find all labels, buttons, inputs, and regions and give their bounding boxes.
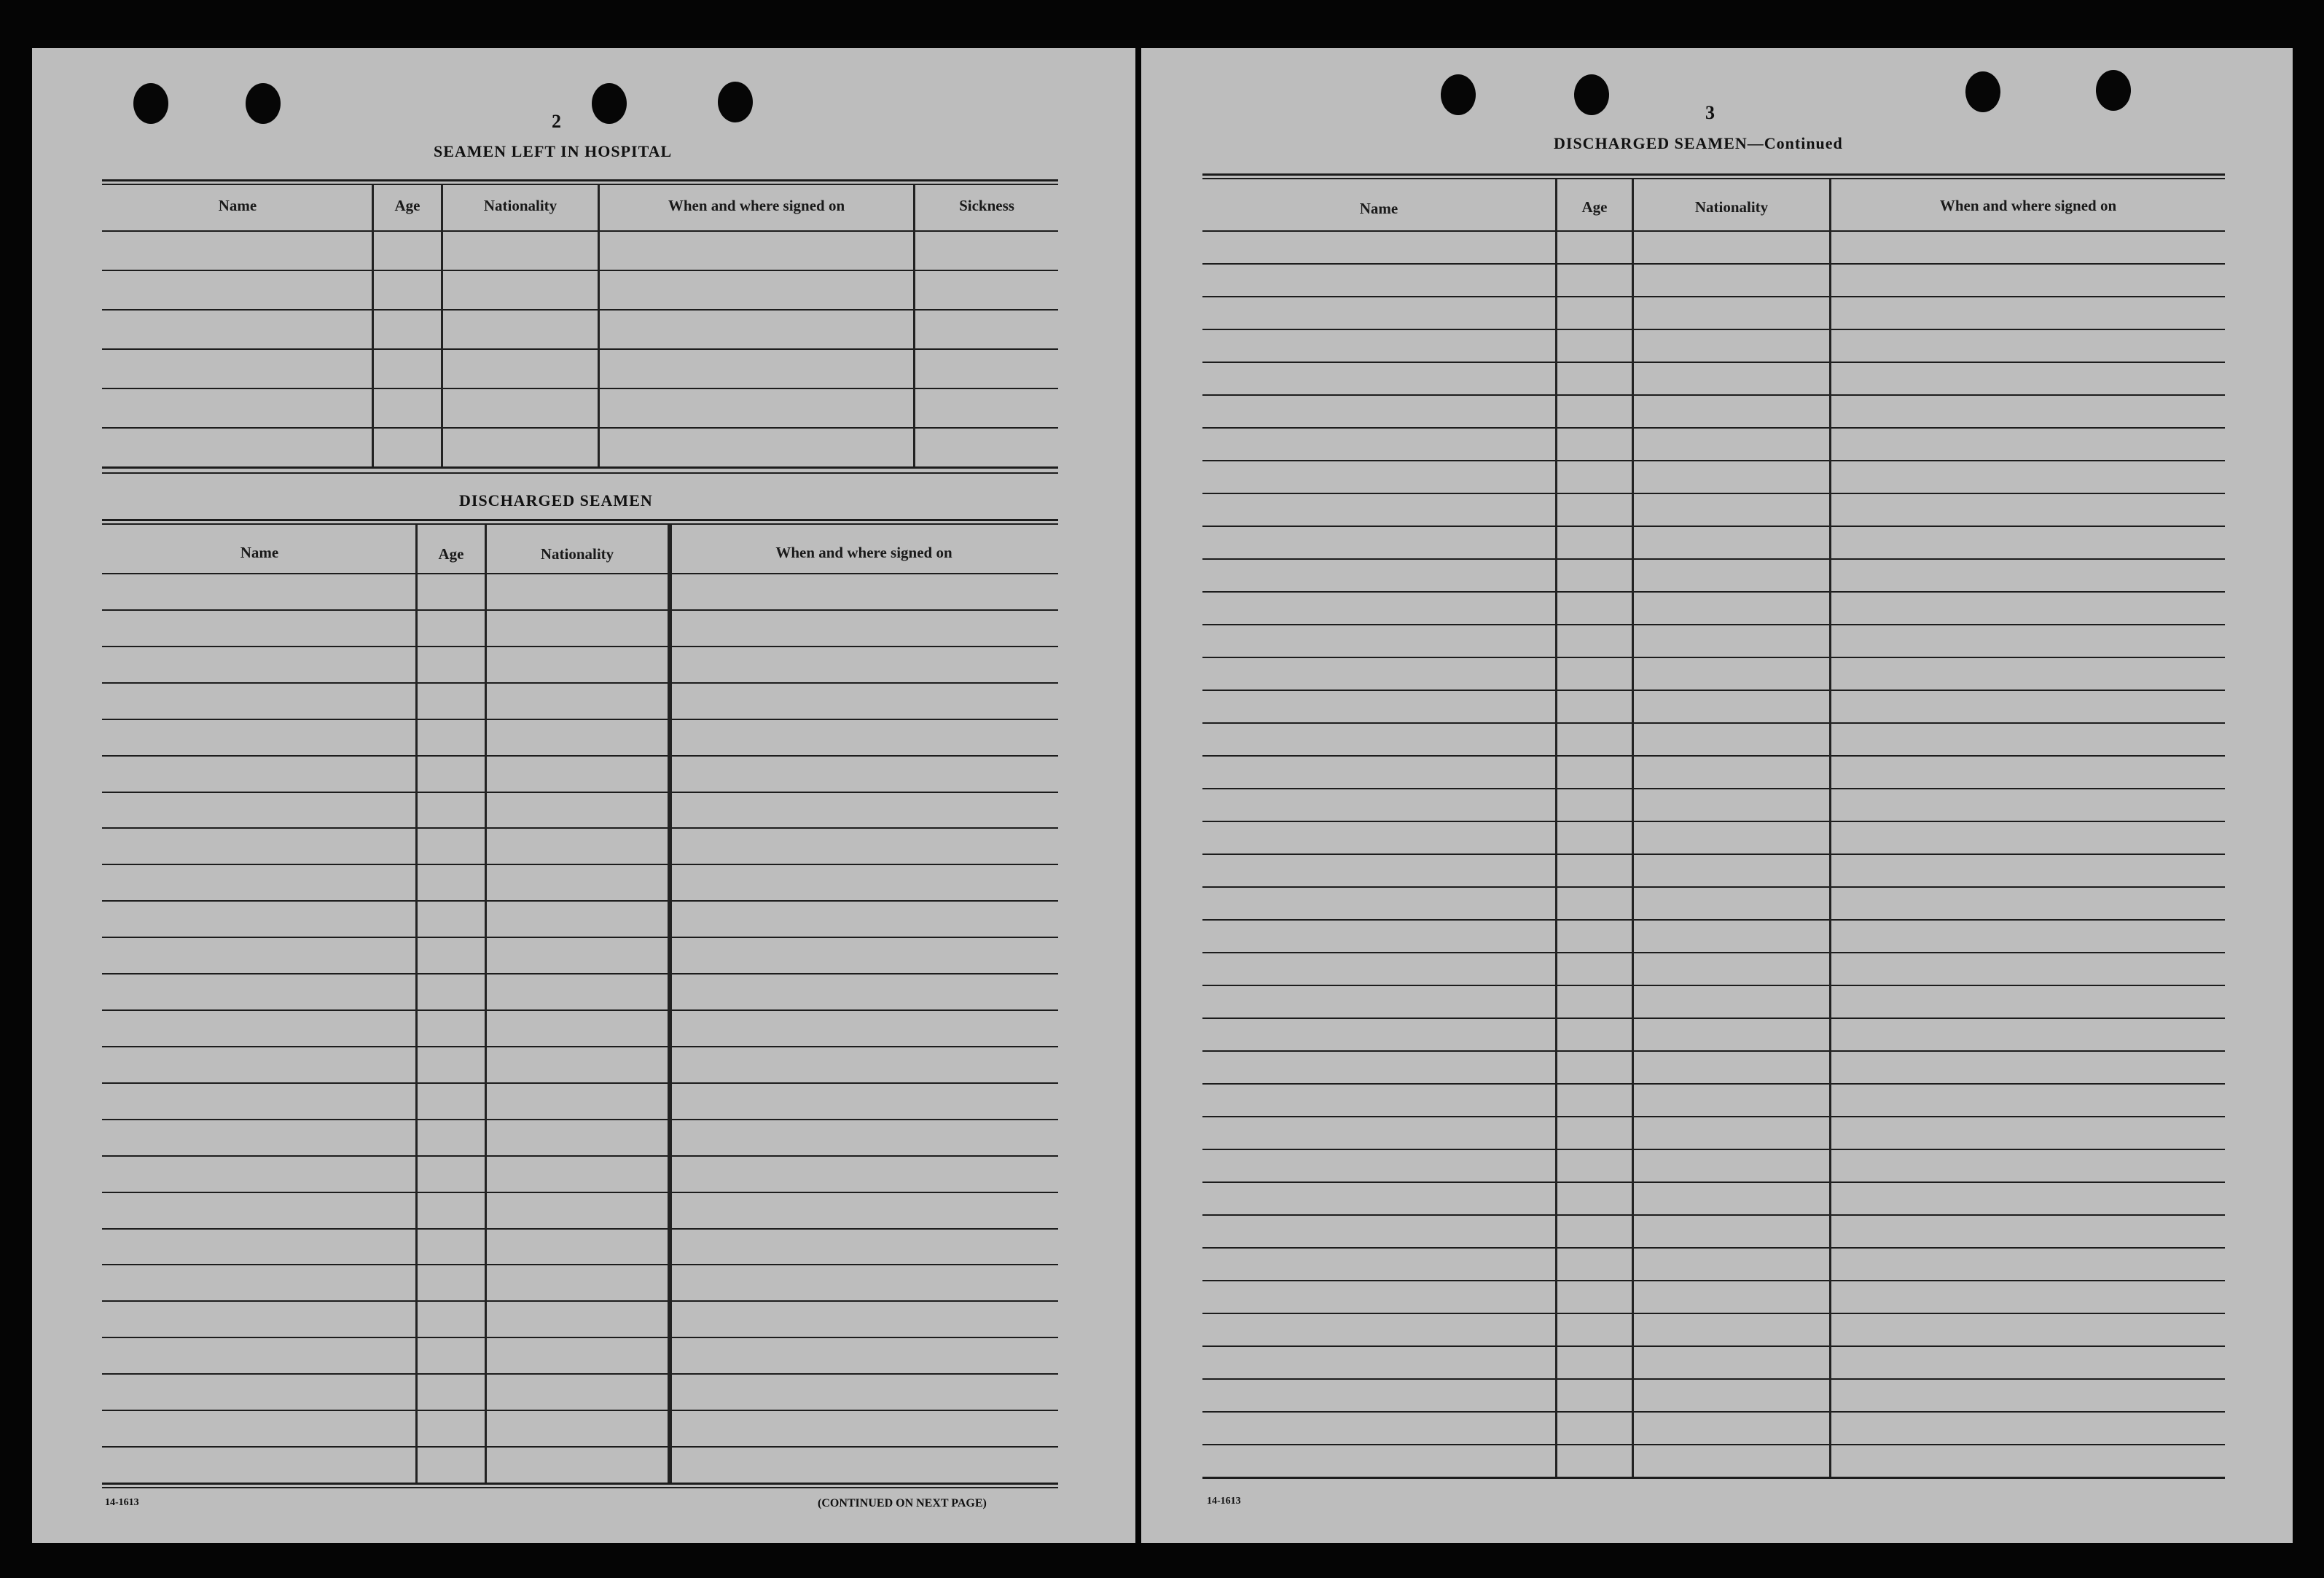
discharged-row-line: [102, 646, 1058, 647]
page-number-right: 3: [1705, 102, 1715, 123]
continued-row-line: [1202, 919, 2225, 921]
discharged-row-line: [102, 973, 1058, 974]
continued-row-line: [1202, 296, 2225, 297]
continued-col-header: Nationality: [1694, 198, 1769, 216]
continued-column-divider: [1555, 179, 1557, 1477]
discharged-row-line: [102, 719, 1058, 720]
discharged-row-line: [102, 1155, 1058, 1157]
discharged-column-divider: [415, 525, 418, 1483]
continued-row-line: [1202, 1247, 2225, 1249]
hospital-column-divider: [372, 185, 374, 466]
continued-row-line: [1202, 1050, 2225, 1052]
hospital-col-header: Age: [394, 197, 420, 214]
punch-hole-3: [592, 83, 627, 124]
continued-row-line: [1202, 329, 2225, 330]
continued-row-line: [1202, 788, 2225, 789]
discharged-row-line: [102, 827, 1058, 829]
discharged-row-line: [102, 682, 1058, 684]
punch-hole-1: [133, 83, 168, 124]
discharged-row-line: [102, 1046, 1058, 1047]
continued-row-line: [1202, 1083, 2225, 1085]
discharged-row-line: [102, 1119, 1058, 1120]
punch-hole-4: [718, 82, 753, 122]
discharged-bottom-rule: [102, 1483, 1058, 1485]
hospital-bottom-rule: [102, 466, 1058, 469]
discharged-row-line: [102, 900, 1058, 902]
discharged-row-line: [102, 1300, 1058, 1302]
discharged-col-header: Nationality: [540, 545, 614, 563]
hospital-top-rule: [102, 179, 1058, 181]
punch-hole-8: [2096, 70, 2131, 111]
discharged-row-line: [102, 1192, 1058, 1193]
discharged-row-line: [102, 609, 1058, 611]
hospital-column-divider: [913, 185, 915, 466]
hospital-column-divider: [598, 185, 600, 466]
hospital-col-header: When and where signed on: [668, 197, 845, 214]
continued-col-header: Age: [1581, 198, 1608, 216]
punch-hole-7: [1965, 71, 2000, 112]
continued-row-line: [1202, 657, 2225, 658]
discharged-header-rule: [102, 573, 1058, 574]
continued-column-divider: [1632, 179, 1634, 1477]
continued-row-line: [1202, 1181, 2225, 1183]
discharged-row-line: [102, 755, 1058, 757]
continued-row-line: [1202, 1149, 2225, 1150]
section-title-discharged: DISCHARGED SEAMEN: [459, 491, 653, 509]
punch-hole-2: [246, 83, 281, 124]
continued-header-rule: [1202, 230, 2225, 232]
discharged-row-line: [102, 864, 1058, 865]
continued-row-line: [1202, 1214, 2225, 1216]
hospital-col-header: Nationality: [483, 197, 557, 214]
discharged-row-line: [102, 1264, 1058, 1265]
section-title-hospital: SEAMEN LEFT IN HOSPITAL: [434, 142, 673, 160]
punch-hole-5: [1441, 74, 1476, 115]
continued-row-line: [1202, 558, 2225, 560]
left-form-page: [32, 48, 1135, 1543]
right-form-page: [1141, 48, 2293, 1543]
continued-row-line: [1202, 1444, 2225, 1445]
continued-on-next-page: (CONTINUED ON NEXT PAGE): [818, 1497, 987, 1509]
continued-row-line: [1202, 1411, 2225, 1413]
hospital-col-header: Name: [218, 197, 257, 214]
continued-row-line: [1202, 722, 2225, 724]
hospital-closing-rule: [102, 472, 1058, 474]
form-number-left: 14-1613: [105, 1497, 139, 1508]
continued-row-line: [1202, 821, 2225, 822]
continued-row-line: [1202, 755, 2225, 757]
continued-row-line: [1202, 985, 2225, 986]
continued-col-header: When and where signed on: [1939, 197, 2117, 214]
continued-row-line: [1202, 591, 2225, 593]
continued-row-line: [1202, 362, 2225, 363]
discharged-row-line: [102, 1082, 1058, 1084]
continued-row-line: [1202, 1018, 2225, 1019]
continued-row-line: [1202, 1345, 2225, 1347]
continued-row-line: [1202, 526, 2225, 527]
continued-row-line: [1202, 1280, 2225, 1281]
discharged-col-header: Name: [240, 544, 279, 561]
continued-top-rule: [1202, 178, 2225, 179]
discharged-row-line: [102, 1009, 1058, 1011]
continued-row-line: [1202, 854, 2225, 855]
discharged-row-line: [102, 1337, 1058, 1338]
continued-row-line: [1202, 690, 2225, 691]
form-number-right: 14-1613: [1207, 1496, 1241, 1507]
discharged-column-divider: [670, 525, 672, 1483]
continued-row-line: [1202, 624, 2225, 625]
continued-row-line: [1202, 952, 2225, 953]
continued-row-line: [1202, 886, 2225, 888]
discharged-row-line: [102, 1410, 1058, 1411]
discharged-top-rule: [102, 519, 1058, 521]
continued-col-header: Name: [1359, 200, 1398, 217]
page-number-left: 2: [552, 111, 561, 132]
hospital-column-divider: [441, 185, 443, 466]
continued-column-divider: [1829, 179, 1831, 1477]
continued-top-rule: [1202, 173, 2225, 176]
continued-row-line: [1202, 493, 2225, 494]
continued-row-line: [1202, 1313, 2225, 1314]
discharged-row-line: [102, 1373, 1058, 1375]
discharged-row-line: [102, 937, 1058, 938]
hospital-col-header: Sickness: [959, 197, 1014, 214]
continued-row-line: [1202, 1116, 2225, 1117]
discharged-col-header: When and where signed on: [775, 544, 952, 561]
continued-row-line: [1202, 394, 2225, 396]
continued-row-line: [1202, 1378, 2225, 1380]
punch-hole-6: [1574, 74, 1609, 115]
continued-row-line: [1202, 427, 2225, 429]
discharged-col-header: Age: [438, 545, 464, 563]
discharged-row-line: [102, 1228, 1058, 1230]
discharged-column-divider: [485, 525, 487, 1483]
discharged-row-line: [102, 1446, 1058, 1448]
continued-bottom-rule: [1202, 1477, 2225, 1479]
continued-row-line: [1202, 460, 2225, 461]
discharged-top-rule: [102, 523, 1058, 525]
section-title-discharged-continued: DISCHARGED SEAMEN—Continued: [1554, 134, 1843, 152]
continued-row-line: [1202, 263, 2225, 265]
discharged-row-line: [102, 792, 1058, 793]
discharged-footer-rule: [102, 1487, 1058, 1488]
